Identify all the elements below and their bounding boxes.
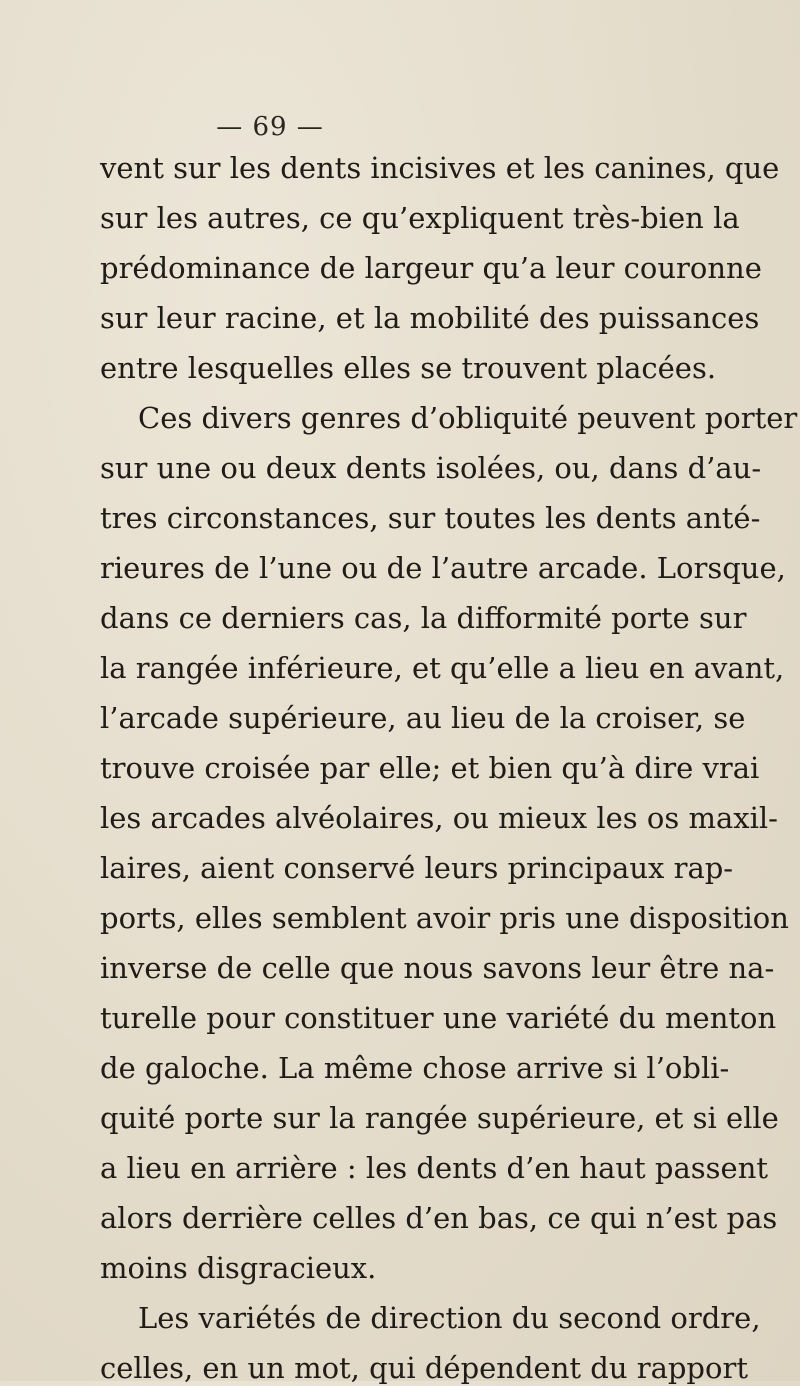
- text-line: laires, aient conservé leurs principaux rap-: [100, 851, 734, 885]
- page-number: — 69 —: [216, 112, 324, 142]
- text-line: sur leur racine, et la mobilité des puissances: [100, 301, 760, 335]
- paragraph-end-line: entre lesquelles elles se trouvent placées.: [100, 351, 717, 385]
- paragraph-start-line: Les variétés de direction du second ordre,: [138, 1301, 761, 1335]
- text-line: rieures de l’une ou de l’autre arcade. Lorsque,: [100, 551, 786, 585]
- text-line: prédominance de largeur qu’a leur couronne: [100, 251, 762, 285]
- text-line: turelle pour constituer une variété du menton: [100, 1001, 777, 1035]
- text-line: l’arcade supérieure, au lieu de la croiser, se: [100, 701, 746, 735]
- paragraph-start-line: Ces divers genres d’obliquité peuvent porter: [138, 401, 798, 435]
- text-line: inverse de celle que nous savons leur être na-: [100, 951, 775, 985]
- text-line: celles, en un mot, qui dépendent du rapport: [100, 1351, 748, 1385]
- text-line: trouve croisée par elle; et bien qu’à dire vrai: [100, 751, 760, 785]
- text-line: de galoche. La même chose arrive si l’obli-: [100, 1051, 730, 1085]
- text-line: quité porte sur la rangée supérieure, et si elle: [100, 1101, 779, 1135]
- text-line: la rangée inférieure, et qu’elle a lieu en avant,: [100, 651, 785, 685]
- paragraph-end-line: moins disgracieux.: [100, 1251, 377, 1285]
- text-line: sur une ou deux dents isolées, ou, dans d’au-: [100, 451, 762, 485]
- text-line: a lieu en arrière : les dents d’en haut passent: [100, 1151, 769, 1185]
- text-line: vent sur les dents incisives et les canines, que: [100, 151, 780, 185]
- text-line: sur les autres, ce qu’expliquent très-bien la: [100, 201, 740, 235]
- text-line: tres circonstances, sur toutes les dents anté-: [100, 501, 761, 535]
- text-line: les arcades alvéolaires, ou mieux les os maxil-: [100, 801, 778, 835]
- text-line: dans ce derniers cas, la difformité porte sur: [100, 601, 747, 635]
- text-line: alors derrière celles d’en bas, ce qui n’est pas: [100, 1201, 778, 1235]
- text-line: ports, elles semblent avoir pris une disposition: [100, 901, 789, 935]
